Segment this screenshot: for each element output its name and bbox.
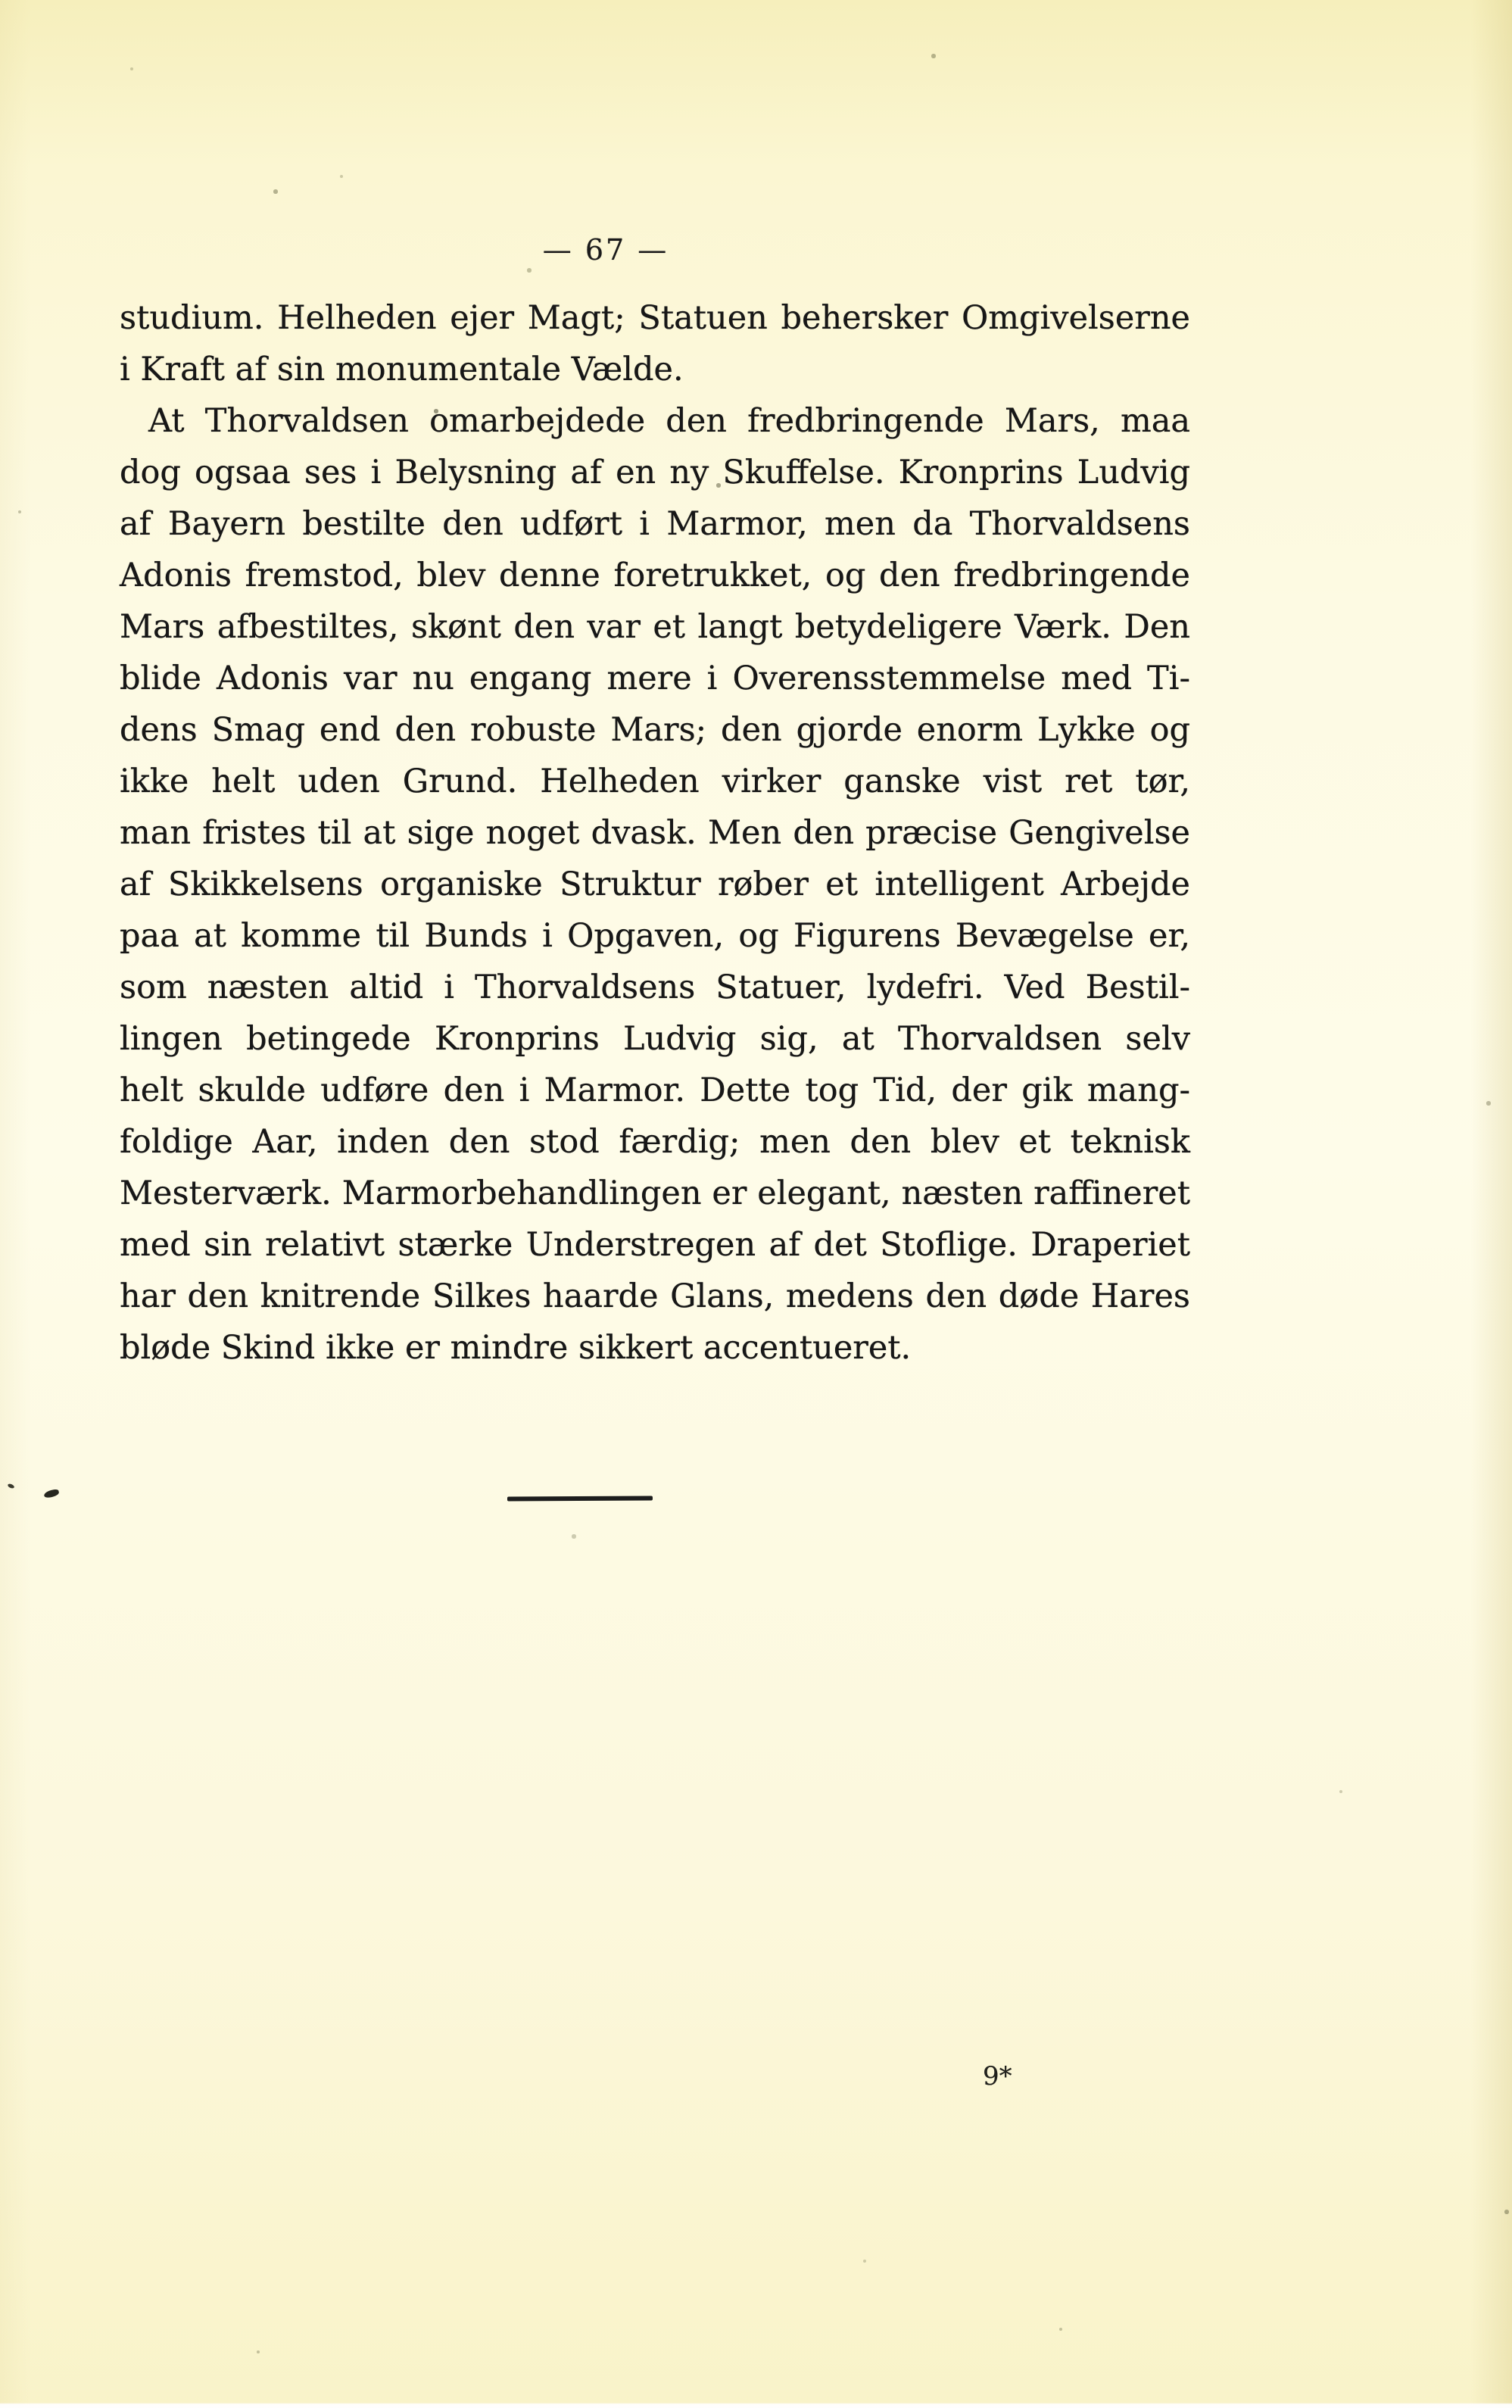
text-line: af Skikkelsens organiske Struktur røber et intelligent Arbejde — [120, 866, 1190, 903]
page-number: — 67 — — [542, 233, 669, 267]
text-line: foldige Aar, inden den stod færdig; men den blev et teknisk — [120, 1123, 1190, 1161]
text-line: i Kraft af sin monumentale Vælde. — [120, 351, 684, 388]
text-line: har den knitrende Silkes haarde Glans, medens den døde Hares — [120, 1277, 1190, 1315]
text-line: af Bayern bestilte den udført i Marmor, men da Thorvaldsens — [120, 505, 1190, 543]
text-line: lingen betingede Kronprins Ludvig sig, at Thorvaldsen selv — [120, 1020, 1190, 1058]
text-line: Adonis fremstod, blev denne foretrukket, og den fredbringende — [120, 557, 1190, 594]
text-line: som næsten altid i Thorvaldsens Statuer, lydefri. Ved Bestil- — [120, 969, 1190, 1006]
paper-speckles — [0, 0, 2, 2]
text-line: helt skulde udføre den i Marmor. Dette tog Tid, der gik mang- — [120, 1071, 1190, 1109]
text-line: Mars afbestiltes, skønt den var et langt betydeligere Værk. Den — [120, 608, 1190, 646]
text-line: dens Smag end den robuste Mars; den gjorde enorm Lykke og — [120, 711, 1190, 749]
ink-blot-small — [7, 1483, 14, 1489]
text-line: man fristes til at sige noget dvask. Men den præcise Gengivelse — [120, 814, 1190, 852]
text-line: dog ogsaa ses i Belysning af en ny Skuffelse. Kronprins Ludvig — [120, 454, 1190, 491]
text-line: bløde Skind ikke er mindre sikkert accentueret. — [120, 1329, 912, 1367]
body-text — [120, 292, 1190, 1374]
text-line: blide Adonis var nu engang mere i Overensstemmelse med Ti- — [120, 660, 1190, 697]
text-line: ikke helt uden Grund. Helheden virker ganske vist ret tør, — [120, 763, 1190, 800]
text-line: At Thorvaldsen omarbejdede den fredbringende Mars, maa — [148, 402, 1190, 440]
signature-mark: 9* — [983, 2061, 1012, 2091]
section-divider — [507, 1496, 653, 1501]
ink-blot — [43, 1489, 60, 1499]
text-line: Mesterværk. Marmorbehandlingen er elegant, næsten raffineret — [120, 1174, 1190, 1212]
text-line: paa at komme til Bunds i Opgaven, og Figurens Bevægelse er, — [120, 917, 1190, 955]
text-line: studium. Helheden ejer Magt; Statuen behersker Omgivelserne — [120, 299, 1190, 337]
text-line: med sin relativt stærke Understregen af det Stoflige. Draperiet — [120, 1226, 1190, 1264]
